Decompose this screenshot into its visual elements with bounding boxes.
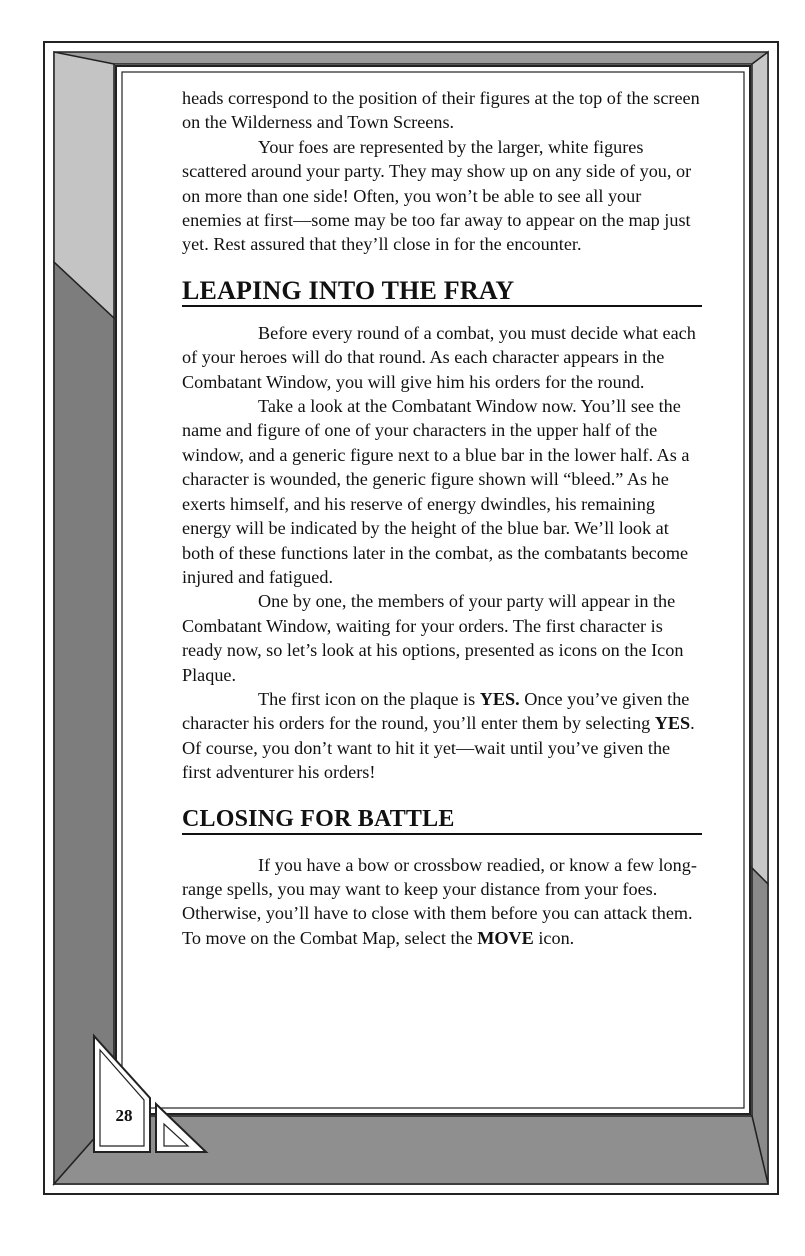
page-number: 28 [115, 1106, 133, 1125]
section-heading-closing: CLOSING FOR BATTLE [182, 805, 702, 835]
right-side-panel [752, 52, 768, 884]
dark-side-panel [54, 262, 114, 1184]
page-body [182, 86, 702, 950]
closing-paragraph-1: If you have a bow or crossbow readied, or know a few long-range spells, you may want to keep your distance from your foes. Otherwise, you’ll have to close with them before you can attack them. To move on the Combat Map, select the MOVE icon. [182, 854, 697, 948]
leaping-paragraph-4: The first icon on the plaque is YES. Once you’ve given the character his orders for the round, you’ll enter them by selecting YES. Of course, you don’t want to hit it yet—wait until you’ve given the first adventurer his orders! [182, 688, 695, 783]
leaping-paragraph-1: Before every round of a combat, you must decide what each of your heroes will do that round. As each character appears in the Combatant Window, you will give him his orders for the round. [182, 322, 696, 392]
yes-keyword: YES. [479, 688, 520, 709]
section-heading-leaping: LEAPING INTO THE FRAY [182, 277, 702, 307]
leaping-paragraph-2: Take a look at the Combatant Window now. You’ll see the name and figure of one of your characters in the upper half of the window, and a generic figure next to a blue bar in the lower half. As a character is wounded, the generic figure shown will “bleed.” As he exerts himself, and his reserve of energy dwindles, his remaining energy will be indicated by the height of the blue bar. We’ll look at both of these functions later in the combat, as the combatants become injured and fatigued. [182, 396, 690, 587]
intro-paragraph-1: heads correspond to the position of their figures at the top of the screen on the Wilderness and Town Screens. [182, 88, 700, 133]
move-keyword: MOVE [477, 927, 534, 948]
yes-keyword-2: YES [654, 713, 691, 734]
leaping-paragraph-3: One by one, the members of your party will appear in the Combatant Window, waiting for your orders. The first character is ready now, so let’s look at his options, presented as icons on the Icon Plaque. [182, 591, 684, 685]
intro-paragraph-2: Your foes are represented by the larger, white figures scattered around your party. They may show up on any side of you, or on more than one side! Often, you won’t be able to see all your enemies at first—some may be too far away to appear on the map just yet. Rest assured that they’ll close in for the encounter. [182, 136, 692, 255]
